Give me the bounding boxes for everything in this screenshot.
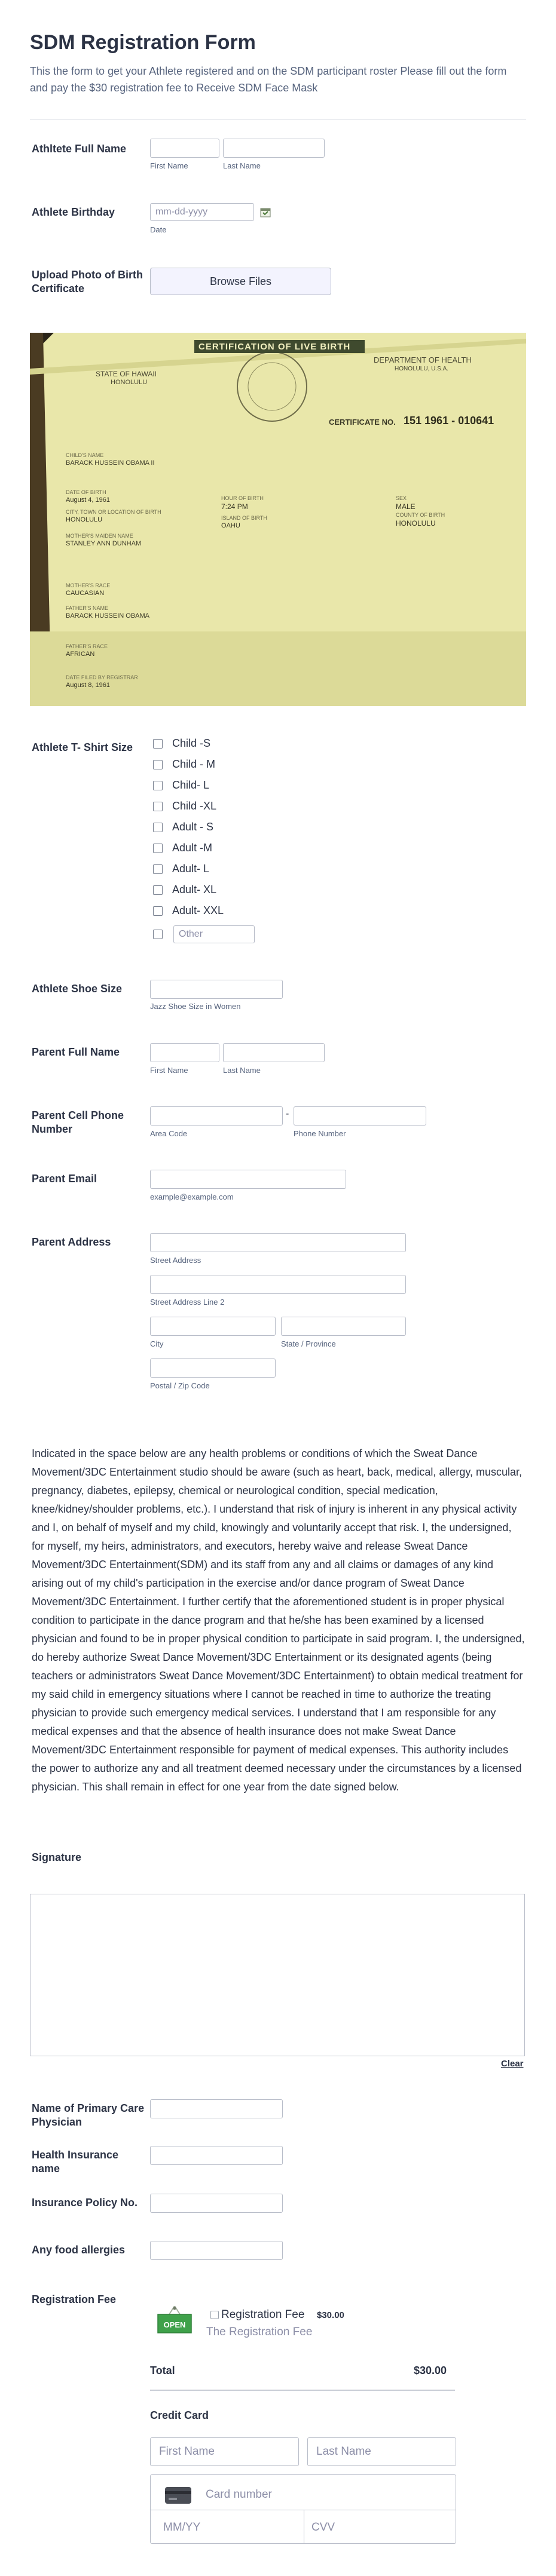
father-race: AFRICAN xyxy=(66,651,95,658)
tshirt-option-checkbox[interactable] xyxy=(153,864,163,874)
registration-fee-item-description: The Registration Fee xyxy=(206,2326,313,2338)
physician-label: Name of Primary Care Physician xyxy=(32,2102,145,2128)
tshirt-option-checkbox[interactable] xyxy=(153,802,163,811)
area-code-input[interactable] xyxy=(150,1106,283,1126)
parent-first-name-sublabel: First Name xyxy=(150,1066,188,1075)
card-number-input[interactable]: Card number xyxy=(206,2488,272,2501)
policy-label: Insurance Policy No. xyxy=(32,2197,138,2209)
tshirt-option[interactable] xyxy=(153,884,216,897)
county-label: COUNTY OF BIRTH xyxy=(396,512,445,518)
birthday-sublabel: Date xyxy=(150,225,167,234)
tshirt-option-checkbox[interactable] xyxy=(153,781,163,790)
sex: MALE xyxy=(396,502,416,511)
open-badge-text: OPEN xyxy=(163,2320,186,2329)
certificate-heading: CERTIFICATION OF LIVE BIRTH xyxy=(198,342,351,352)
island: OAHU xyxy=(221,522,240,529)
tshirt-size-label: Athlete T- Shirt Size xyxy=(32,741,133,753)
tshirt-option[interactable] xyxy=(153,737,210,750)
certificate-dept: DEPARTMENT OF HEALTH xyxy=(374,355,472,364)
certificate-number: 151 1961 - 010641 xyxy=(404,415,494,427)
birth-certificate-image xyxy=(30,333,526,706)
tshirt-option[interactable] xyxy=(153,758,215,771)
registration-fee-checkbox[interactable] xyxy=(210,2311,219,2319)
credit-card-icon xyxy=(164,2486,192,2504)
mother: STANLEY ANN DUNHAM xyxy=(66,540,142,547)
county: HONOLULU xyxy=(396,519,436,528)
certificate-city: HONOLULU xyxy=(111,379,148,386)
tshirt-option-checkbox[interactable] xyxy=(153,885,163,895)
street-address-sublabel: Street Address xyxy=(150,1256,201,1265)
street-address-2-sublabel: Street Address Line 2 xyxy=(150,1298,225,1307)
island-label: ISLAND OF BIRTH xyxy=(221,515,267,521)
registration-fee-item-name: Registration Fee xyxy=(221,2308,305,2321)
athlete-first-name-input[interactable] xyxy=(150,139,219,158)
tshirt-option-label: Adult- L xyxy=(172,863,210,875)
tshirt-option-label: Child -XL xyxy=(172,800,217,812)
tshirt-option-other xyxy=(153,925,255,943)
child-name-label: CHILD'S NAME xyxy=(66,452,104,458)
zip-sublabel: Postal / Zip Code xyxy=(150,1381,210,1390)
tshirt-option-checkbox[interactable] xyxy=(153,739,163,749)
certificate-dept-loc: HONOLULU, U.S.A. xyxy=(395,366,449,372)
mother-label: MOTHER'S MAIDEN NAME xyxy=(66,533,133,539)
sex-label: SEX xyxy=(396,495,407,501)
signature-pad[interactable] xyxy=(30,1894,525,2056)
card-last-name-input[interactable]: Last Name xyxy=(307,2437,456,2466)
city-input[interactable] xyxy=(150,1317,276,1336)
certificate-number-label: CERTIFICATE NO. xyxy=(329,418,396,427)
browse-files-button[interactable]: Browse Files xyxy=(150,268,331,295)
filed: August 8, 1961 xyxy=(66,682,111,689)
tshirt-option-checkbox[interactable] xyxy=(153,906,163,916)
tshirt-option-label: Adult- XL xyxy=(172,884,217,896)
total-divider xyxy=(150,2390,455,2391)
insurance-label: Health Insurance name xyxy=(32,2149,119,2175)
parent-first-name-input[interactable] xyxy=(150,1043,219,1062)
signature-label: Signature xyxy=(32,1851,82,1863)
child-name: BARACK HUSSEIN OBAMA II xyxy=(66,459,155,467)
certificate-state: STATE OF HAWAII xyxy=(96,370,157,378)
tshirt-option-label: Child- L xyxy=(172,779,210,791)
physician-input[interactable] xyxy=(150,2099,283,2118)
header-divider xyxy=(30,119,526,120)
allergies-label: Any food allergies xyxy=(32,2244,126,2256)
father-race-label: FATHER'S RACE xyxy=(66,643,108,649)
credit-card-label: Credit Card xyxy=(150,2409,209,2421)
tshirt-option[interactable] xyxy=(153,904,224,918)
calendar-icon[interactable] xyxy=(260,207,271,217)
father: BARACK HUSSEIN OBAMA xyxy=(66,612,149,620)
parent-name-label: Parent Full Name xyxy=(32,1046,120,1058)
phone-dash: - xyxy=(286,1109,289,1119)
tshirt-option[interactable] xyxy=(153,863,209,876)
allergies-input[interactable] xyxy=(150,2241,283,2260)
tshirt-option-label: Child - M xyxy=(172,758,216,770)
card-cvv-input[interactable]: CVV xyxy=(311,2521,335,2534)
parent-last-name-input[interactable] xyxy=(223,1043,325,1062)
insurance-input[interactable] xyxy=(150,2146,283,2165)
shoe-size-label: Athlete Shoe Size xyxy=(32,983,123,995)
hour-label: HOUR OF BIRTH xyxy=(221,495,264,501)
registration-fee-label: Registration Fee xyxy=(32,2293,117,2305)
parent-address-label: Parent Address xyxy=(32,1236,111,1248)
area-code-sublabel: Area Code xyxy=(150,1129,188,1138)
state-input[interactable] xyxy=(281,1317,406,1336)
tshirt-option[interactable] xyxy=(153,821,213,834)
state-sublabel: State / Province xyxy=(281,1339,336,1348)
tshirt-option[interactable] xyxy=(153,800,216,813)
tshirt-option[interactable] xyxy=(153,779,209,792)
card-expiry-input[interactable]: MM/YY xyxy=(163,2521,201,2534)
card-first-name-input[interactable]: First Name xyxy=(150,2437,299,2466)
athlete-first-name-sublabel: First Name xyxy=(150,161,188,170)
tshirt-option-checkbox[interactable] xyxy=(153,844,163,853)
zip-input[interactable] xyxy=(150,1358,276,1378)
dob-label: DATE OF BIRTH xyxy=(66,489,106,495)
athlete-last-name-input[interactable] xyxy=(223,139,325,158)
tshirt-option-label: Adult- XXL xyxy=(172,904,224,916)
email-sublabel: example@example.com xyxy=(150,1192,234,1201)
shoe-size-input[interactable] xyxy=(150,980,283,999)
filed-label: DATE FILED BY REGISTRAR xyxy=(66,674,138,680)
athlete-name-label: Athltete Full Name xyxy=(32,143,127,155)
hour: 7:24 PM xyxy=(221,502,248,511)
clear-signature-button[interactable]: Clear xyxy=(501,2059,524,2069)
parent-phone-label: Parent Cell Phone Number xyxy=(32,1109,124,1135)
phone-number-input[interactable] xyxy=(294,1106,426,1126)
tshirt-other-input[interactable]: Other xyxy=(173,925,255,943)
total-label: Total xyxy=(150,2365,175,2376)
parent-last-name-sublabel: Last Name xyxy=(223,1066,261,1075)
waiver-text: Indicated in the space below are any health problems or conditions of which the Sweat Dance Movement/3DC Entertainment studio should be aware (such as heart, back, medical, allergy, muscular, pregnancy, diabetes, epilepsy, chemical or neurological condition, special medication, knee/kidney/shoulder problems, etc.). I understand that risk of injury is inherent in any physical activity and I, on behalf of myself and my child, knowingly and voluntarily accept that risk. I, the undersigned, for myself, my heirs, administrators, and executors, hereby waive and release Sweat Dance Movement/3DC Entertainment(SDM) and its staff from any and all claims or damages of any kind arising out of my child's participation in the exercise and/or dance program of Sweat Dance Movement/3DC Entertainment. I further certify that the aforementioned student is in proper physical condition to participate in the dance program and that he/she has been examined by a licensed physician and found to be in proper physical condition to participate in said program. I, the undersigned, do hereby authorize Sweat Dance Movement/3DC Entertainment or its designated agents (being teachers or administrators Sweat Dance Movement/3DC Entertainment) to obtain medical treatment for my said child in emergency situations where I cannot be reached in time to authorize the treating physician to provide such emergency medical services. I understand that I am responsible for any medical expenses and that the absence of health insurance does not make Sweat Dance Movement/3DC Entertainment responsible for payment of medical expenses. This authority includes the power to authorize any and all treatment deemed necessary under the circumstances by a licensed physician. This shall remain in effect for one year from the date signed below. xyxy=(32,1448,525,1793)
product-image xyxy=(157,2306,192,2333)
athlete-birthday-label: Athlete Birthday xyxy=(32,206,115,218)
tshirt-option-label: Adult -M xyxy=(172,842,213,854)
phone-number-sublabel: Phone Number xyxy=(294,1129,346,1138)
parent-email-label: Parent Email xyxy=(32,1173,97,1185)
tshirt-option-checkbox[interactable] xyxy=(153,823,163,832)
upload-certificate-label: Upload Photo of Birth Certificate xyxy=(32,269,143,295)
email-input[interactable] xyxy=(150,1170,346,1189)
form-description: This the form to get your Athlete registered and on the SDM participant roster Please fill out the form and pay the $30 registration fee to Receive SDM Face Mask xyxy=(30,65,507,94)
page-title: SDM Registration Form xyxy=(30,31,256,54)
total-amount: $30.00 xyxy=(414,2365,447,2376)
athlete-last-name-sublabel: Last Name xyxy=(223,161,261,170)
tshirt-option-checkbox[interactable] xyxy=(153,760,163,769)
birthday-date-input[interactable]: mm-dd-yyyy xyxy=(150,203,254,221)
street-address-input[interactable] xyxy=(150,1233,406,1252)
tshirt-option-label: Adult - S xyxy=(172,821,214,833)
mother-race: CAUCASIAN xyxy=(66,590,105,597)
birth-city: HONOLULU xyxy=(66,516,103,523)
tshirt-option-label: Child -S xyxy=(172,737,211,749)
tshirt-other-checkbox[interactable] xyxy=(153,930,163,939)
mother-race-label: MOTHER'S RACE xyxy=(66,582,111,588)
shoe-size-sublabel: Jazz Shoe Size in Women xyxy=(150,1002,241,1011)
dob: August 4, 1961 xyxy=(66,496,111,504)
father-label: FATHER'S NAME xyxy=(66,605,109,611)
policy-input[interactable] xyxy=(150,2194,283,2213)
tshirt-option[interactable] xyxy=(153,842,212,855)
city-sublabel: City xyxy=(150,1339,164,1348)
birth-city-label: CITY, TOWN OR LOCATION OF BIRTH xyxy=(66,509,161,515)
registration-fee-item-price: $30.00 xyxy=(317,2310,344,2320)
street-address-2-input[interactable] xyxy=(150,1275,406,1294)
